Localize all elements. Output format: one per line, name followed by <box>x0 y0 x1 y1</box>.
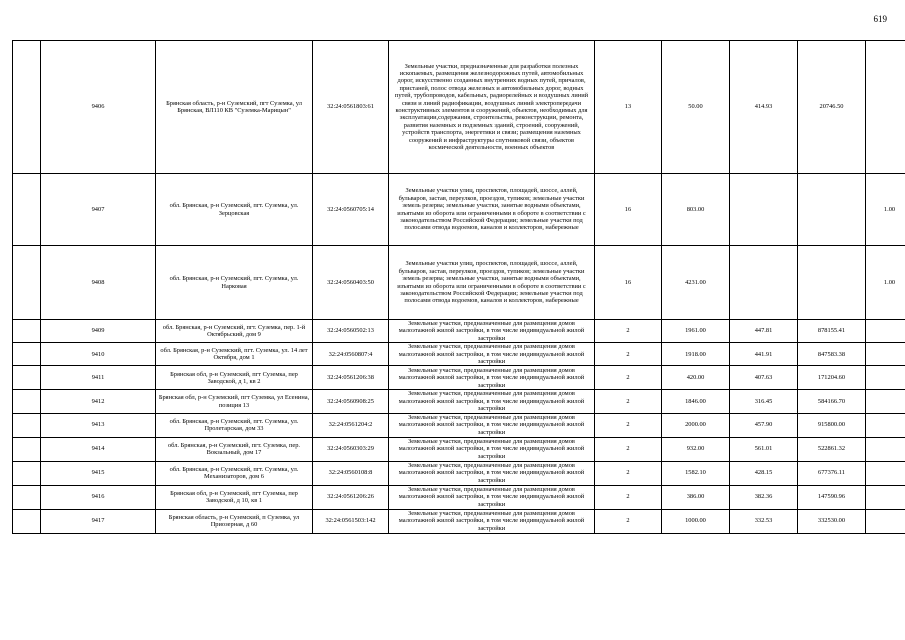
blank-cell <box>13 174 41 246</box>
row-number: 9406 <box>41 41 156 174</box>
cadastral-value-cell <box>798 174 866 246</box>
table-row <box>13 366 905 390</box>
blank-cell <box>13 461 41 485</box>
group-cell: 2 <box>595 366 662 390</box>
index-cell <box>866 437 905 461</box>
permitted-use-cell: Земельные участки, предназначенные для размещения домов малоэтажной жилой застройки, в том числе индивидуальной жилой застройки <box>389 413 595 437</box>
specific-value-cell: 332.53 <box>730 509 798 533</box>
index-cell <box>866 461 905 485</box>
blank-cell <box>13 366 41 390</box>
group-cell: 2 <box>595 343 662 366</box>
page-number: 619 <box>873 14 887 24</box>
address-cell: Брянская обл, р-н Суземский, пгт Суземка, пер Заводской, д 1, кв 2 <box>156 366 313 390</box>
index-cell <box>866 320 905 343</box>
index-cell <box>866 509 905 533</box>
table-row <box>13 485 905 509</box>
cadastral-number-cell: 32:24:0561803:61 <box>313 41 389 174</box>
table-row <box>13 320 905 343</box>
specific-value-cell: 414.93 <box>730 41 798 174</box>
blank-cell <box>13 320 41 343</box>
row-number: 9412 <box>41 390 156 413</box>
specific-value-cell: 457.90 <box>730 413 798 437</box>
cadastral-number-cell: 32:24:0561204:2 <box>313 413 389 437</box>
address-cell: обл. Брянская, р-н Суземский, пгт. Суземка, ул. 14 лет Октября, дом 1 <box>156 343 313 366</box>
area-cell: 1582.10 <box>662 461 730 485</box>
address-cell: Брянская область, р-н Суземский, пгт Суземка, ул Брянская, ВЛ110 КВ "Суземка-Марицын" <box>156 41 313 174</box>
blank-cell <box>13 41 41 174</box>
table-row <box>13 437 905 461</box>
cadastral-number-cell: 32:24:0560403:50 <box>313 246 389 320</box>
address-cell: обл. Брянская, р-н Суземский, пгт. Суземка, ул. Механизаторов, дом 6 <box>156 461 313 485</box>
cadastral-value-cell: 584166.70 <box>798 390 866 413</box>
address-cell: Брянская область, р-н Суземский, п Суземка, ул Приозерная, д 60 <box>156 509 313 533</box>
permitted-use-cell: Земельные участки улиц, проспектов, площадей, шоссе, аллей, бульваров, застав, переулков, проездов, тупиков; земельные участки земель резерва; земельные участки, занятые водными объектами, изъятыми из оборота или ограниченными в обороте в соответствии с законодательством Российской Федерации; земельные участки под полосами отвода водоемов, каналов и коллекторов, набережные <box>389 246 595 320</box>
specific-value-cell: 561.01 <box>730 437 798 461</box>
table-row <box>13 343 905 366</box>
cadastral-value-cell: 677376.11 <box>798 461 866 485</box>
permitted-use-cell: Земельные участки, предназначенные для размещения домов малоэтажной жилой застройки, в том числе индивидуальной жилой застройки <box>389 390 595 413</box>
row-number: 9415 <box>41 461 156 485</box>
area-cell: 1918.00 <box>662 343 730 366</box>
specific-value-cell: 407.63 <box>730 366 798 390</box>
row-number: 9414 <box>41 437 156 461</box>
index-cell <box>866 366 905 390</box>
group-cell: 16 <box>595 174 662 246</box>
index-cell <box>866 485 905 509</box>
cadastral-value-cell: 522861.32 <box>798 437 866 461</box>
permitted-use-cell: Земельные участки, предназначенные для разработки полезных ископаемых, размещения железнодорожных путей, автомобильных дорог, искусственно созданных внутренних водных путей, причалов, пристаней, полос отвода железных и автомобильных дорог, водных путей, трубопроводов, кабельных, радиорелейных и воздушных линий связи и линий радиофикации, воздушных линий электропередачи конструктивных элементов и сооружений, объектов, необходимых для эксплуатации,содержания, строительства, реконструкции, ремонта, развития наземных и подземных зданий, строений, сооружений, устройств транспорта, энергетики и связи; размещения наземных сооружений и инфраструктуры спутниковой связи, объектов космической деятельности, военных объектов <box>389 41 595 174</box>
area-cell: 386.00 <box>662 485 730 509</box>
group-cell: 13 <box>595 41 662 174</box>
index-cell <box>866 41 905 174</box>
table-row <box>13 390 905 413</box>
group-cell: 2 <box>595 320 662 343</box>
area-cell: 50.00 <box>662 41 730 174</box>
cadastral-value-cell: 20746.50 <box>798 41 866 174</box>
cadastral-value-table <box>12 40 905 534</box>
table-row <box>13 174 905 246</box>
group-cell: 2 <box>595 413 662 437</box>
index-cell: 1.00 <box>866 174 905 246</box>
cadastral-number-cell: 32:24:0560108:8 <box>313 461 389 485</box>
blank-cell <box>13 485 41 509</box>
blank-cell <box>13 246 41 320</box>
group-cell: 2 <box>595 485 662 509</box>
permitted-use-cell: Земельные участки, предназначенные для размещения домов малоэтажной жилой застройки, в том числе индивидуальной жилой застройки <box>389 509 595 533</box>
area-cell: 2000.00 <box>662 413 730 437</box>
blank-cell <box>13 509 41 533</box>
specific-value-cell: 382.36 <box>730 485 798 509</box>
area-cell: 4231.00 <box>662 246 730 320</box>
permitted-use-cell: Земельные участки, предназначенные для размещения домов малоэтажной жилой застройки, в том числе индивидуальной жилой застройки <box>389 366 595 390</box>
row-number: 9417 <box>41 509 156 533</box>
specific-value-cell <box>730 246 798 320</box>
cadastral-value-cell: 878155.41 <box>798 320 866 343</box>
index-cell <box>866 413 905 437</box>
row-number: 9411 <box>41 366 156 390</box>
cadastral-number-cell: 32:24:0560303:29 <box>313 437 389 461</box>
table-row <box>13 41 905 174</box>
cadastral-number-cell: 32:24:0561206:38 <box>313 366 389 390</box>
address-cell: обл. Брянская, р-н Суземский, пгт. Суземка, ул. Зерцовская <box>156 174 313 246</box>
address-cell: обл. Брянская, р-н Суземский, пгт. Суземка, ул. Пролетарская, дом 33 <box>156 413 313 437</box>
specific-value-cell: 447.81 <box>730 320 798 343</box>
row-number: 9413 <box>41 413 156 437</box>
area-cell: 1846.00 <box>662 390 730 413</box>
group-cell: 2 <box>595 461 662 485</box>
table-row <box>13 246 905 320</box>
address-cell: обл. Брянская, р-н Суземский, пгт. Суземка, ул. Нарковая <box>156 246 313 320</box>
area-cell: 932.00 <box>662 437 730 461</box>
row-number: 9409 <box>41 320 156 343</box>
permitted-use-cell: Земельные участки, предназначенные для размещения домов малоэтажной жилой застройки, в том числе индивидуальной жилой застройки <box>389 485 595 509</box>
row-number: 9408 <box>41 246 156 320</box>
table-row <box>13 509 905 533</box>
specific-value-cell: 428.15 <box>730 461 798 485</box>
row-number: 9407 <box>41 174 156 246</box>
cadastral-value-cell <box>798 246 866 320</box>
group-cell: 2 <box>595 509 662 533</box>
area-cell: 1000.00 <box>662 509 730 533</box>
cadastral-number-cell: 32:24:0560807:4 <box>313 343 389 366</box>
cadastral-number-cell: 32:24:0560908:25 <box>313 390 389 413</box>
table-row <box>13 413 905 437</box>
permitted-use-cell: Земельные участки улиц, проспектов, площадей, шоссе, аллей, бульваров, застав, переулков, проездов, тупиков; земельные участки земель резерва; земельные участки, занятые водными объектами, изъятыми из оборота или ограниченными в обороте в соответствии с законодательством Российской Федерации; земельные участки под полосами отвода водоемов, каналов и коллекторов, набережные <box>389 174 595 246</box>
cadastral-number-cell: 32:24:0560705:14 <box>313 174 389 246</box>
row-number: 9416 <box>41 485 156 509</box>
cadastral-value-cell: 147590.96 <box>798 485 866 509</box>
area-cell: 1961.00 <box>662 320 730 343</box>
cadastral-value-cell: 332530.00 <box>798 509 866 533</box>
index-cell <box>866 343 905 366</box>
specific-value-cell: 441.91 <box>730 343 798 366</box>
specific-value-cell: 316.45 <box>730 390 798 413</box>
table-body <box>13 41 905 534</box>
row-number: 9410 <box>41 343 156 366</box>
group-cell: 16 <box>595 246 662 320</box>
permitted-use-cell: Земельные участки, предназначенные для размещения домов малоэтажной жилой застройки, в том числе индивидуальной жилой застройки <box>389 320 595 343</box>
address-cell: обл. Брянская, р-н Суземский, пгт. Суземка, пер. Вокзальный, дом 17 <box>156 437 313 461</box>
cadastral-number-cell: 32:24:0560502:13 <box>313 320 389 343</box>
blank-cell <box>13 390 41 413</box>
specific-value-cell <box>730 174 798 246</box>
index-cell <box>866 390 905 413</box>
cadastral-number-cell: 32:24:0561503:142 <box>313 509 389 533</box>
group-cell: 2 <box>595 390 662 413</box>
blank-cell <box>13 413 41 437</box>
permitted-use-cell: Земельные участки, предназначенные для размещения домов малоэтажной жилой застройки, в том числе индивидуальной жилой застройки <box>389 343 595 366</box>
permitted-use-cell: Земельные участки, предназначенные для размещения домов малоэтажной жилой застройки, в том числе индивидуальной жилой застройки <box>389 437 595 461</box>
cadastral-number-cell: 32:24:0561206:26 <box>313 485 389 509</box>
permitted-use-cell: Земельные участки, предназначенные для размещения домов малоэтажной жилой застройки, в том числе индивидуальной жилой застройки <box>389 461 595 485</box>
address-cell: Брянская обл, р-н Суземский, пгт Суземка, ул Есенина, позиция 13 <box>156 390 313 413</box>
area-cell: 803.00 <box>662 174 730 246</box>
index-cell: 1.00 <box>866 246 905 320</box>
cadastral-value-cell: 171204.60 <box>798 366 866 390</box>
address-cell: обл. Брянская, р-н Суземский, пгт. Суземка, пер. 1-й Октябрьский, дом 9 <box>156 320 313 343</box>
cadastral-value-cell: 847583.38 <box>798 343 866 366</box>
area-cell: 420.00 <box>662 366 730 390</box>
blank-cell <box>13 437 41 461</box>
table-row <box>13 461 905 485</box>
cadastral-value-cell: 915800.00 <box>798 413 866 437</box>
address-cell: Брянская обл, р-н Суземский, пгт Суземка, пер Заводской, д 10, кв 1 <box>156 485 313 509</box>
group-cell: 2 <box>595 437 662 461</box>
blank-cell <box>13 343 41 366</box>
